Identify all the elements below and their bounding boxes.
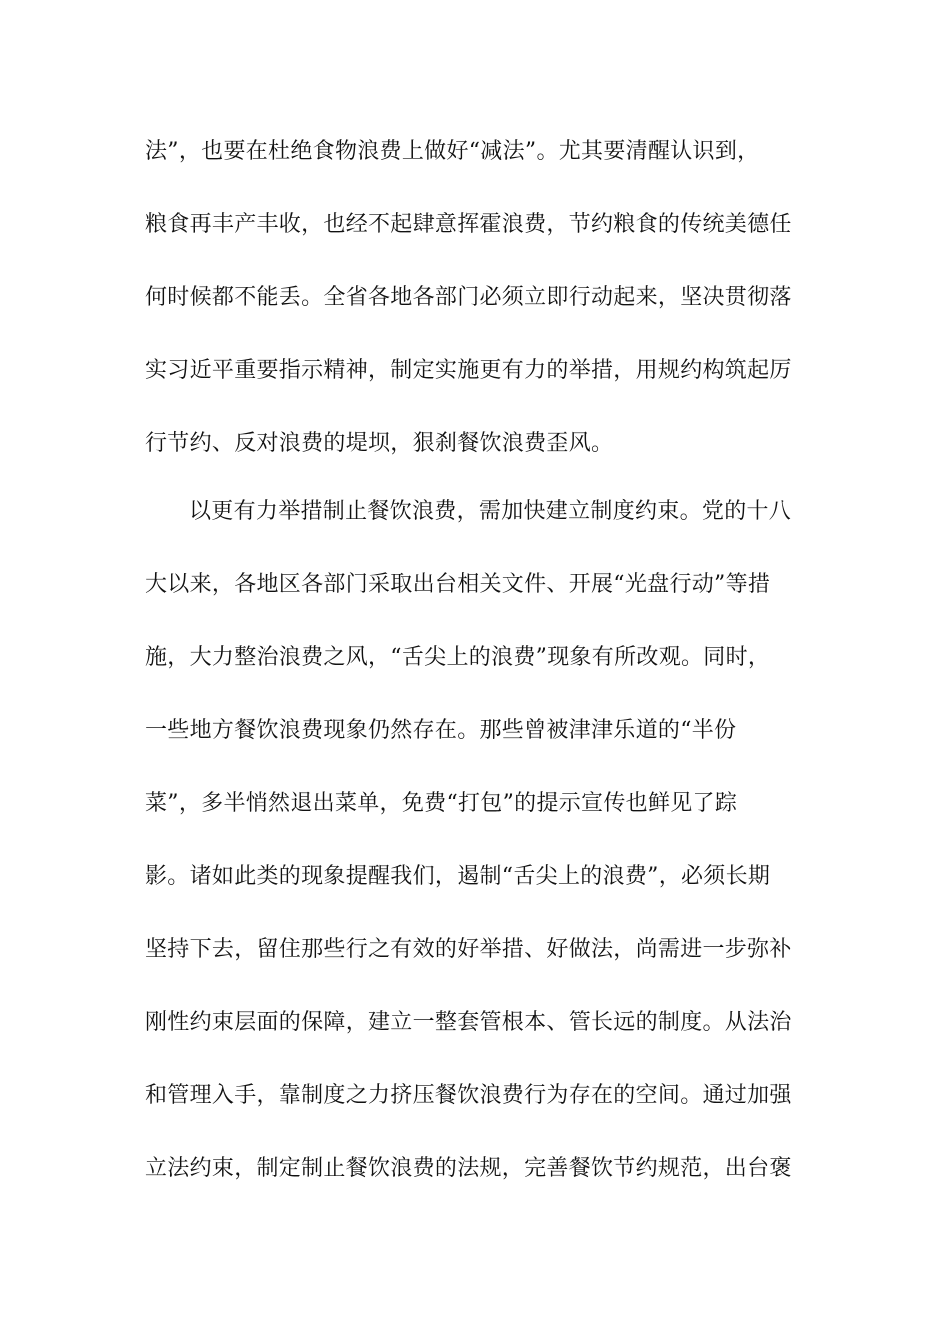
text-line: 坚持下去，留住那些行之有效的好举措、好做法，尚需进一步弥补	[145, 937, 792, 962]
text-line: 菜”，多半悄然退出菜单，免费“打包”的提示宣传也鲜见了踪	[145, 791, 738, 816]
text-line: 何时候都不能丢。全省各地各部门必须立即行动起来，坚决贯彻落	[145, 285, 792, 310]
text-line: 刚性约束层面的保障，建立一整套管根本、管长远的制度。从法治	[145, 1010, 792, 1035]
text-line: 粮食再丰产丰收，也经不起肆意挥霍浪费，节约粮食的传统美德任	[145, 212, 792, 237]
text-line: 法”，也要在杜绝食物浪费上做好“减法”。尤其要清醒认识到，	[145, 139, 760, 164]
text-line: 行节约、反对浪费的堤坝，狠刹餐饮浪费歪风。	[145, 431, 614, 456]
text-line: 施，大力整治浪费之风，“舌尖上的浪费”现象有所改观。同时，	[145, 645, 771, 670]
text-line: 立法约束，制定制止餐饮浪费的法规，完善餐饮节约规范，出台褒	[145, 1156, 792, 1181]
text-line: 大以来，各地区各部门采取出台相关文件、开展“光盘行动”等措	[145, 572, 771, 597]
text-line: 影。诸如此类的现象提醒我们，遏制“舌尖上的浪费”，必须长期	[145, 864, 771, 889]
paragraph-first-line: 以更有力举措制止餐饮浪费，需加快建立制度约束。党的十八	[189, 499, 792, 524]
text-line: 实习近平重要指示精神，制定实施更有力的举措，用规约构筑起厉	[145, 358, 792, 383]
text-line: 和管理入手，靠制度之力挤压餐饮浪费行为存在的空间。通过加强	[145, 1083, 792, 1108]
text-line: 一些地方餐饮浪费现象仍然存在。那些曾被津津乐道的“半份	[145, 718, 737, 743]
